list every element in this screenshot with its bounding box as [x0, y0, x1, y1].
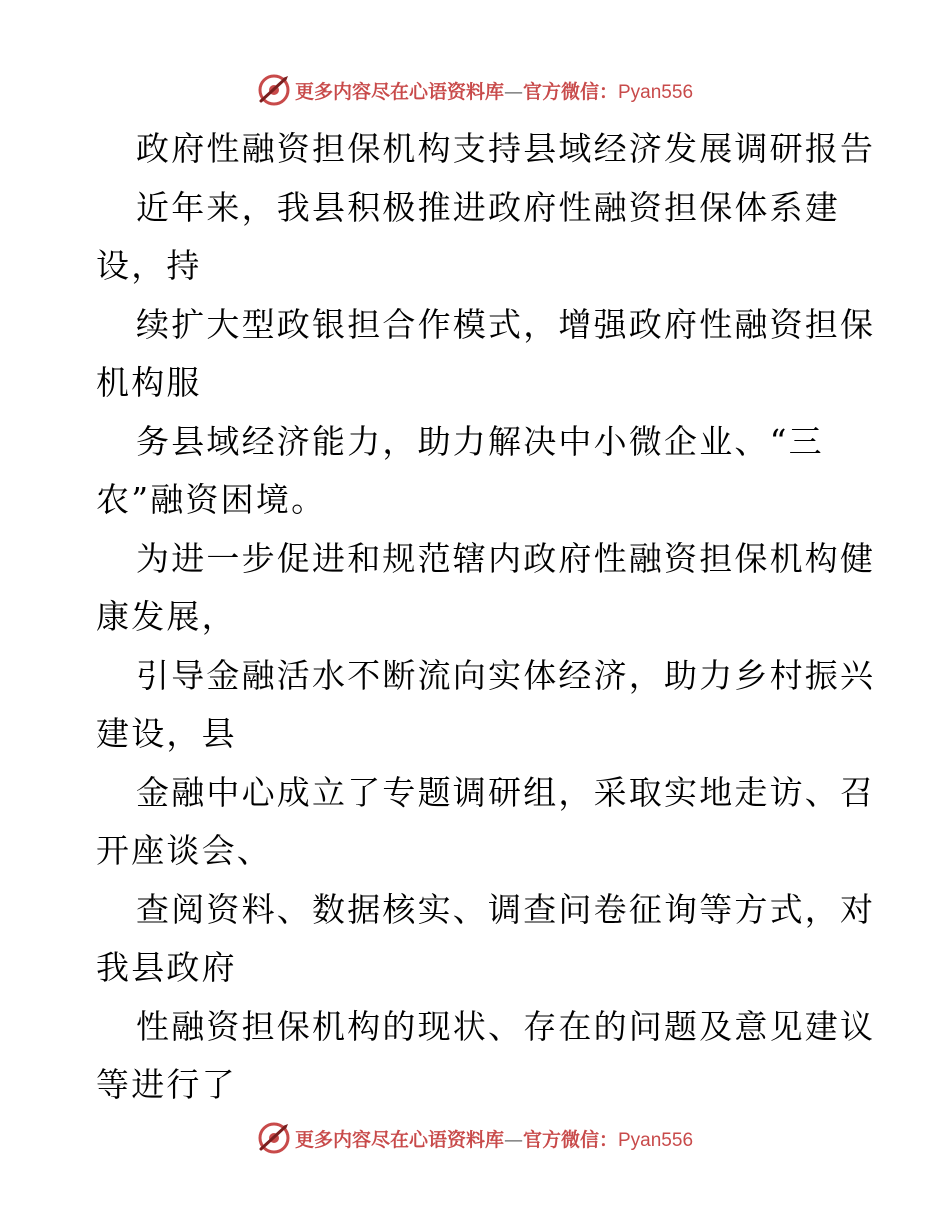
- header-banner: [0, 70, 950, 110]
- banner-wechat-label: 官方微信：: [522, 1128, 618, 1151]
- document-body: [96, 120, 876, 1115]
- banner-wechat-id: Pyan556: [618, 1129, 694, 1151]
- banner-text: [295, 77, 693, 104]
- banner-wechat-label: 官方微信：: [522, 80, 618, 103]
- document-line: 康发展，: [96, 597, 237, 636]
- document-line: 为进一步促进和规范辖内政府性融资担保机构健: [136, 538, 876, 578]
- document-line: 机构服: [96, 363, 202, 402]
- banner-separator: —: [503, 1128, 523, 1151]
- banner-wechat-id: Pyan556: [618, 81, 694, 103]
- document-line: 引导金融活水不断流向实体经济，助力乡村振兴: [136, 655, 876, 695]
- banner-brand: 更多内容尽在心语资料库: [294, 80, 504, 103]
- banner-separator: —: [503, 80, 523, 103]
- document-line: 查阅资料、数据核实、调查问卷征询等方式，对: [136, 889, 876, 929]
- document-line: 农”融资困境。: [96, 480, 327, 519]
- document-line: 续扩大型政银担合作模式，增强政府性融资担保: [136, 304, 876, 344]
- banner-brand: 更多内容尽在心语资料库: [294, 1128, 504, 1151]
- document-line: 设，持: [96, 246, 202, 285]
- document-line: 我县政府: [96, 948, 237, 987]
- document-line: 等进行了: [96, 1065, 237, 1104]
- footer-banner: [0, 1118, 950, 1158]
- brand-logo-icon: [257, 1121, 291, 1155]
- document-line: 建设，县: [96, 714, 237, 753]
- brand-logo-icon: [257, 73, 291, 107]
- document-line: 政府性融资担保机构支持县域经济发展调研报告: [136, 129, 876, 168]
- document-line: 性融资担保机构的现状、存在的问题及意见建议: [136, 1006, 876, 1046]
- document-line: 金融中心成立了专题调研组，采取实地走访、召: [136, 772, 876, 812]
- document-line: 务县域经济能力，助力解决中小微企业、“三: [136, 421, 824, 461]
- document-line: 近年来，我县积极推进政府性融资担保体系建: [136, 187, 840, 227]
- document-line: 开座谈会、: [96, 831, 272, 870]
- banner-text: [295, 1125, 693, 1152]
